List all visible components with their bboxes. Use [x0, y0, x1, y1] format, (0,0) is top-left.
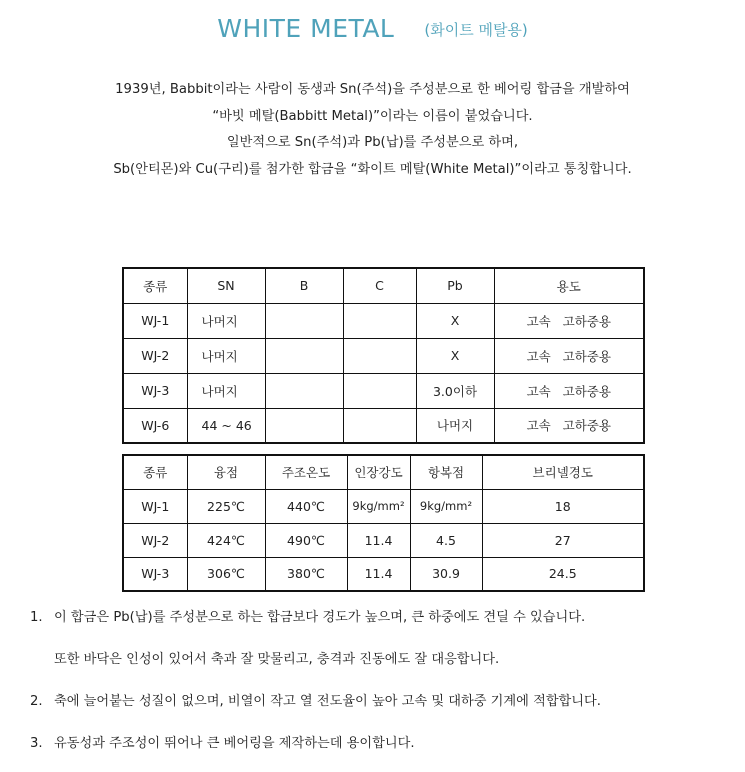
table-cell: WJ-1 [123, 489, 187, 523]
table-cell: 고속 고하중용 [494, 303, 644, 338]
table-cell: 나머지 [416, 408, 494, 443]
header-cell: 주조온도 [265, 455, 347, 489]
note-text: 축에 늘어붙는 성질이 없으며, 비열이 작고 열 전도율이 높아 고속 및 대하중 기계에 적합합니다. [54, 694, 601, 709]
note-text: 또한 바닥은 인성이 있어서 축과 잘 맞물리고, 충격과 진동에도 잘 대응합니다. [54, 652, 500, 667]
table-cell: WJ-3 [123, 557, 187, 591]
table-cell: 30.9 [410, 557, 482, 591]
table-cell: 나머지 [187, 303, 265, 338]
title-main: WHITE METAL [217, 14, 395, 43]
table-cell: 11.4 [347, 523, 410, 557]
table-cell [343, 373, 416, 408]
table-cell: 24.5 [482, 557, 644, 591]
table-cell: X [416, 338, 494, 373]
title-sub: (화이트 메탈용) [424, 21, 528, 39]
header-cell: 항복점 [410, 455, 482, 489]
intro-line: 1939년, Babbit이라는 사람이 동생과 Sn(주석)을 주성분으로 한 베어링 합금을 개발하여 [115, 82, 630, 97]
header-cell: 브리넬경도 [482, 455, 644, 489]
header-cell: C [343, 268, 416, 303]
table-cell: WJ-2 [123, 338, 187, 373]
table-cell: 9kg/mm² [410, 489, 482, 523]
table-cell: 나머지 [187, 373, 265, 408]
table-cell: 11.4 [347, 557, 410, 591]
table-cell: 380℃ [265, 557, 347, 591]
intro-line: Sb(안티몬)와 Cu(구리)를 첨가한 합금을 “화이트 메탈(White Metal)”이라고 통칭합니다. [113, 161, 632, 177]
table-cell: 225℃ [187, 489, 265, 523]
property-table [122, 454, 645, 592]
table-header-row [123, 268, 644, 303]
table-row [123, 303, 644, 338]
composition-table [122, 267, 645, 444]
table-cell: 3.0이하 [416, 373, 494, 408]
header-cell: 융점 [187, 455, 265, 489]
table-cell: 9kg/mm² [347, 489, 410, 523]
table-cell: 440℃ [265, 489, 347, 523]
table-cell: 18 [482, 489, 644, 523]
intro-line: “바빗 메탈(Babbitt Metal)”이라는 이름이 붙었습니다. [212, 108, 533, 124]
table-row [123, 557, 644, 591]
note-text: 유동성과 주조성이 뛰어나 큰 베어링을 제작하는데 용이합니다. [54, 736, 415, 751]
table-cell: 306℃ [187, 557, 265, 591]
table-row [123, 338, 644, 373]
table-cell: 고속 고하중용 [494, 338, 644, 373]
note-text: 이 합금은 Pb(납)를 주성분으로 하는 합금보다 경도가 높으며, 큰 하중에도 견딜 수 있습니다. [54, 610, 586, 625]
header-cell: SN [187, 268, 265, 303]
header-cell: Pb [416, 268, 494, 303]
table-row [123, 373, 644, 408]
intro-paragraph [0, 77, 745, 183]
table-cell [343, 408, 416, 443]
table-row [123, 523, 644, 557]
table-cell: WJ-3 [123, 373, 187, 408]
header-cell: 종류 [123, 455, 187, 489]
table-cell: 424℃ [187, 523, 265, 557]
table-cell: WJ-1 [123, 303, 187, 338]
note-number: 2. [30, 694, 43, 709]
table-cell: 27 [482, 523, 644, 557]
table-cell: 나머지 [187, 338, 265, 373]
table-cell: 4.5 [410, 523, 482, 557]
note-number: 1. [30, 610, 43, 625]
intro-line: 일반적으로 Sn(주석)과 Pb(납)를 주성분으로 하며, [226, 135, 519, 150]
table-cell: 고속 고하중용 [494, 408, 644, 443]
table-cell [265, 303, 343, 338]
table-cell: 44 ~ 46 [187, 408, 265, 443]
table-row [123, 489, 644, 523]
table-cell [343, 338, 416, 373]
header-cell: B [265, 268, 343, 303]
table-header-row [123, 455, 644, 489]
table-cell [265, 338, 343, 373]
note-number: 3. [30, 736, 43, 751]
page-title [0, 14, 745, 43]
table-cell [265, 408, 343, 443]
table-cell [265, 373, 343, 408]
header-cell: 종류 [123, 268, 187, 303]
table-cell: WJ-6 [123, 408, 187, 443]
table-row [123, 408, 644, 443]
table-cell [343, 303, 416, 338]
table-cell: X [416, 303, 494, 338]
header-cell: 용도 [494, 268, 644, 303]
table-cell: 490℃ [265, 523, 347, 557]
table-cell: WJ-2 [123, 523, 187, 557]
table-cell: 고속 고하중용 [494, 373, 644, 408]
header-cell: 인장강도 [347, 455, 410, 489]
